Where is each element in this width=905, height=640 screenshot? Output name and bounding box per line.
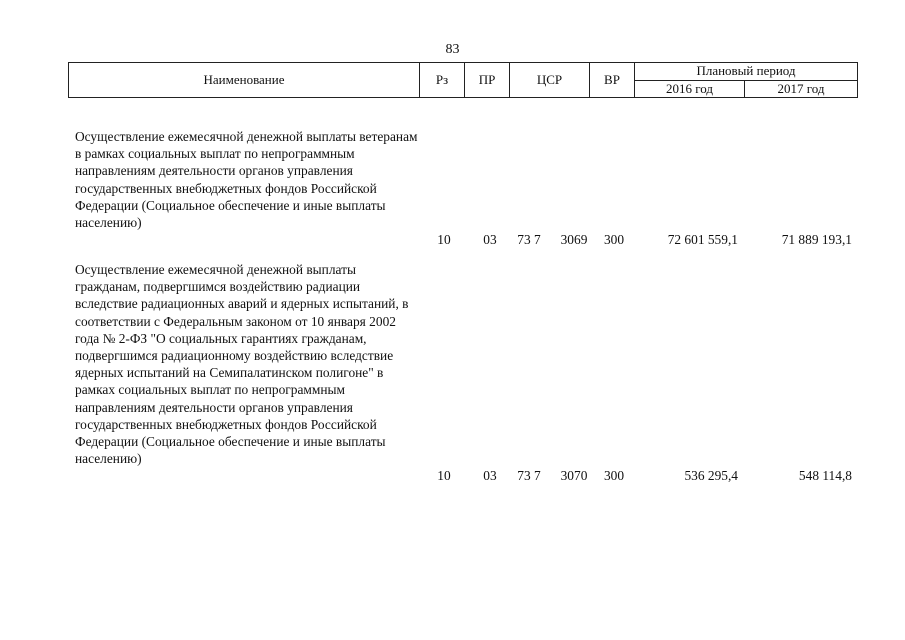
- row-value-2017: 71 889 193,1: [781, 232, 852, 247]
- row-rz: 10: [437, 468, 451, 483]
- row-csr-program: 73 7: [517, 468, 541, 483]
- header-year-2016: 2016 год: [635, 80, 745, 98]
- header-csr: ЦСР: [510, 63, 590, 98]
- header-pr: ПР: [465, 63, 510, 98]
- header-year-2017: 2017 год: [745, 80, 858, 98]
- table-header: [68, 62, 858, 98]
- header-name: Наименование: [69, 63, 420, 98]
- row-csr-program: 73 7: [517, 232, 541, 247]
- header-planned-period: Плановый период: [635, 63, 858, 81]
- row-value-2016: 72 601 559,1: [667, 232, 738, 247]
- header-rz: Рз: [420, 63, 465, 98]
- row-vr: 300: [603, 232, 625, 247]
- row-csr-code: 3069: [560, 232, 588, 247]
- row-vr: 300: [603, 468, 625, 483]
- row-value-2016: 536 295,4: [684, 468, 738, 483]
- row-pr: 03: [483, 468, 497, 483]
- row-name: Осуществление ежемесячной денежной выплаты ветеранам в рамках социальных выплат по непрограммным направлениям деятельности органов управления государственных внебюджетных фондов Российской Федерации (Социальное обеспечение и иные выплаты населению): [75, 129, 418, 231]
- row-name: Осуществление ежемесячной денежной выплаты гражданам, подвергшимся воздействию радиации вследствие радиационных аварий и ядерных испытаний, в соответствии с Федеральным законом от 10 января 2002 года № 2-ФЗ "О социальных гарантиях гражданам, подвергшимся радиационному воздействию вследствие ядерных испытаний на Семипалатинском полигоне" в рамках социальных выплат по непрограммным направлениям деятельности органов управления государственных внебюджетных фондов Российской Федерации (Социальное обеспечение и иные выплаты населению): [75, 262, 409, 467]
- row-csr-code: 3070: [560, 468, 588, 483]
- header-vr: ВР: [590, 63, 635, 98]
- row-value-2017: 548 114,8: [798, 468, 852, 483]
- row-rz: 10: [437, 232, 451, 247]
- row-pr: 03: [483, 232, 497, 247]
- page-number: 83: [445, 42, 460, 57]
